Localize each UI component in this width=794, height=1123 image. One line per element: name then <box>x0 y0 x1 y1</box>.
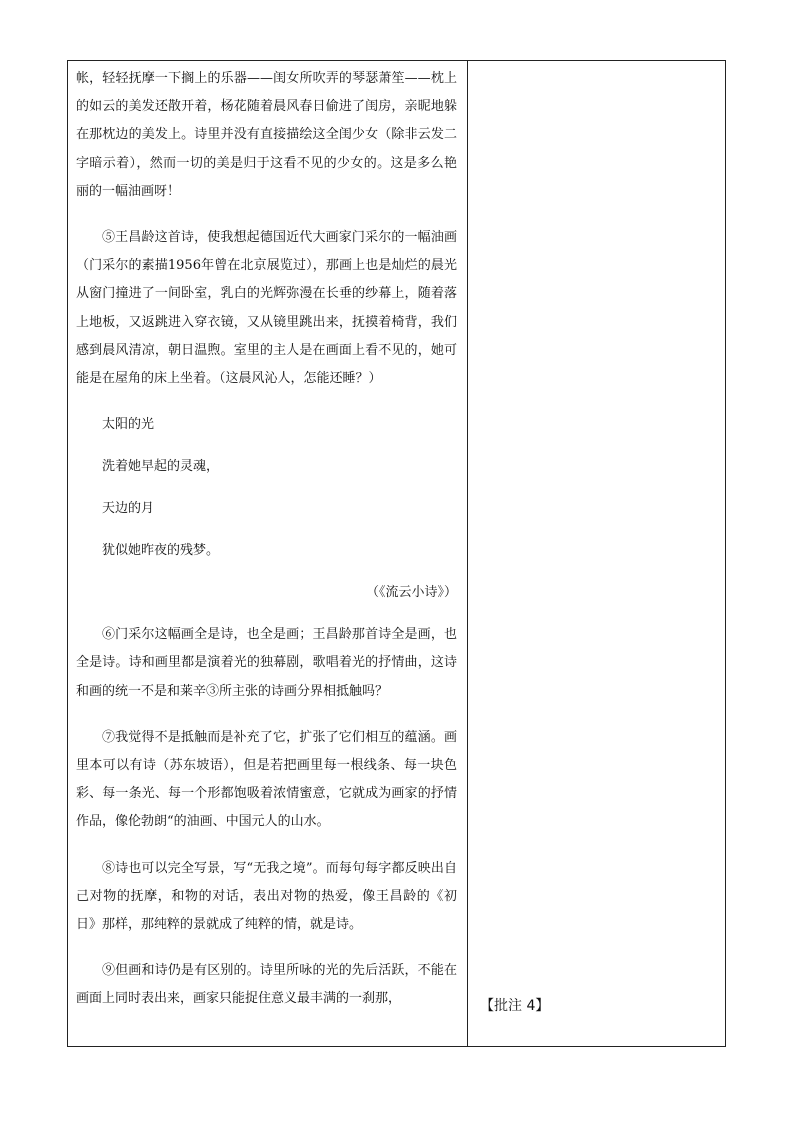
paragraph-8: ⑧诗也可以完全写景，写“无我之境”。而每句每字都反映出自己对物的抚摩，和物的对话，表出对物的热爱，像王昌龄的《初日》那样，那纯粹的景就成了纯粹的情，就是诗。 <box>76 860 457 933</box>
poem-line-3: 天边的月 <box>102 501 155 517</box>
paragraph-6: ⑥门采尔这幅画全是诗，也全是画；王昌龄那首诗全是画，也全是诗。诗和画里都是演着光的独幕剧，歌唱着光的抒情曲，这诗和画的统一不是和莱辛③所主张的诗画分界相抵触吗？ <box>76 627 457 699</box>
paragraph-9: ⑨但画和诗仍是有区别的。诗里所咏的光的先后活跃，不能在画面上同时表出来，画家只能捉住意义最丰满的一刹那， <box>76 963 457 1007</box>
poem-source: （《流云小诗》） <box>365 585 457 601</box>
poem-line-1: 太阳的光 <box>102 417 155 433</box>
annotation-column <box>468 61 725 1046</box>
text-column <box>68 61 468 1046</box>
annotation-label: 【批注 4】 <box>480 998 550 1014</box>
poem-line-2: 洗着她早起的灵魂， <box>102 459 220 475</box>
paragraph-5: ⑤王昌龄这首诗，使我想起德国近代大画家门采尔的一幅油画（门采尔的素描1956年曾在北京展览过），那画上也是灿烂的晨光从窗门撞进了一间卧室，乳白的光辉弥漫在长垂的纱幕上，随着落上地板，又返跳进入穿衣镜，又从镜里跳出来，抚摸着椅背，我们感到晨风清凉，朝日温煦。室里的主人是在画面上看不见的，她可能是在屋角的床上坐着。（这晨风沁人，怎能还睡？） <box>76 230 457 387</box>
poem-line-4: 犹似她昨夜的残梦。 <box>102 543 220 559</box>
paragraph-7: ⑦我觉得不是抵触而是补充了它，扩张了它们相互的蕴涵。画里本可以有诗（苏东坡语），但是若把画里每一根线条、每一块色彩、每一条光、每一个形都饱吸着浓情蜜意，它就成为画家的抒情作品，像伦勃朗“的油画、中国元人的山水。 <box>76 729 457 830</box>
document-table <box>67 60 726 1047</box>
paragraph-continued: 帐，轻轻抚摩一下搁上的乐器——闺女所吹弄的琴瑟萧笙——枕上的如云的美发还散开着，杨花随着晨风春日偷进了闺房，亲昵地躲在那枕边的美发上。诗里并没有直接描绘这全闺少女（除非云发二字暗示着），然而一切的美是归于这看不见的少女的。这是多么艳丽的一幅油画呀！ <box>76 71 457 199</box>
